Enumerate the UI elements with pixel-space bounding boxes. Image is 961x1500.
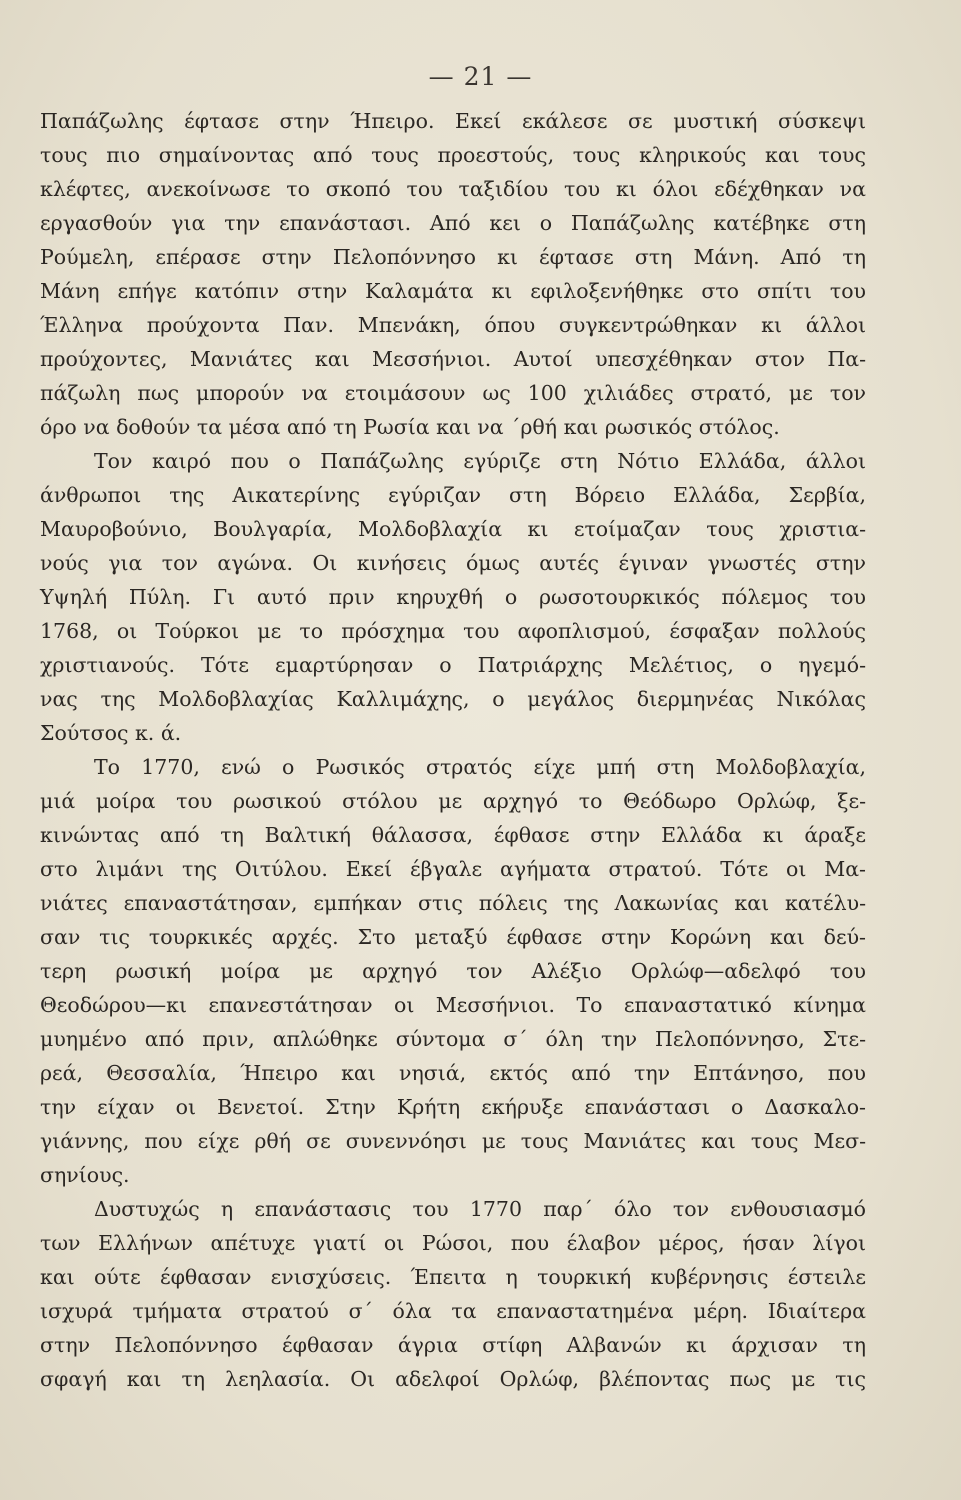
text-line: πάζωλη πως μπορούν να ετοιμάσουν ως 100 χιλιάδες στρατό, με τον xyxy=(40,381,866,405)
text-line: νας της Μολδοβλαχίας Καλλιμάχης, ο μεγάλος διερμηνέας Νικόλας xyxy=(40,687,866,711)
text-line: την είχαν οι Βενετοί. Στην Κρήτη εκήρυξε επανάστασι ο Δασκαλο- xyxy=(40,1095,866,1119)
text-line: Τον καιρό που ο Παπάζωλης εγύριζε στη Νότιο Ελλάδα, άλλοι xyxy=(94,449,866,473)
text-line: κλέφτες, ανεκοίνωσε το σκοπό του ταξιδίου του κι όλοι εδέχθηκαν να xyxy=(40,177,866,201)
text-line: ισχυρά τμήματα στρατού σ΄ όλα τα επαναστατημένα μέρη. Ιδιαίτερα xyxy=(40,1299,866,1323)
text-line: κινώντας από τη Βαλτική θάλασσα, έφθασε στην Ελλάδα κι άραξε xyxy=(40,823,866,847)
text-line: νούς για τον αγώνα. Οι κινήσεις όμως αυτές έγιναν γνωστές στην xyxy=(40,551,866,575)
text-line: Δυστυχώς η επανάστασις του 1770 παρ΄ όλο τον ενθουσιασμό xyxy=(94,1197,866,1221)
body-text xyxy=(40,104,866,1396)
text-line: Μάνη επήγε κατόπιν στην Καλαμάτα κι εφιλοξενήθηκε στο σπίτι του xyxy=(40,279,866,303)
text-line: σηνίους. xyxy=(40,1163,130,1187)
text-line: και ούτε έφθασαν ενισχύσεις. Έπειτα η τουρκική κυβέρνησις έστειλε xyxy=(40,1265,866,1289)
text-line: χριστιανούς. Τότε εμαρτύρησαν ο Πατριάρχης Μελέτιος, ο ηγεμό- xyxy=(40,653,866,677)
text-line: σφαγή και τη λεηλασία. Οι αδελφοί Ορλώφ, βλέποντας πως με τις xyxy=(40,1367,866,1391)
text-line: στο λιμάνι της Οιτύλου. Εκεί έβγαλε αγήματα στρατού. Τότε οι Μα- xyxy=(40,857,866,881)
text-line: γιάννης, που είχε ρθή σε συνεννόησι με τους Μανιάτες και τους Μεσ- xyxy=(40,1129,866,1153)
text-line: ρεά, Θεσσαλία, Ήπειρο και νησιά, εκτός από την Επτάνησο, που xyxy=(40,1061,866,1085)
text-line: όρο να δοθούν τα μέσα από τη Ρωσία και να ΄ρθή και ρωσικός στόλος. xyxy=(40,415,780,439)
text-line: 1768, οι Τούρκοι με το πρόσχημα του αφοπλισμού, έσφαξαν πολλούς xyxy=(40,619,866,643)
text-line: Παπάζωλης έφτασε στην Ήπειρο. Εκεί εκάλεσε σε μυστική σύσκεψι xyxy=(40,109,866,133)
text-line: Θεοδώρου—κι επανεστάτησαν οι Μεσσήνιοι. Το επαναστατικό κίνημα xyxy=(40,993,866,1017)
page-number: — 21 — xyxy=(428,62,533,91)
text-line: Έλληνα προύχοντα Παν. Μπενάκη, όπου συγκεντρώθηκαν κι άλλοι xyxy=(40,313,866,337)
text-line: στην Πελοπόννησο έφθασαν άγρια στίφη Αλβανών κι άρχισαν τη xyxy=(40,1333,866,1357)
text-line: εργασθούν για την επανάστασι. Από κει ο Παπάζωλης κατέβηκε στη xyxy=(40,211,866,235)
text-line: σαν τις τουρκικές αρχές. Στο μεταξύ έφθασε στην Κορώνη και δεύ- xyxy=(40,925,866,949)
text-line: Το 1770, ενώ ο Ρωσικός στρατός είχε μπή στη Μολδοβλαχία, xyxy=(94,755,866,779)
text-line: Υψηλή Πύλη. Γι αυτό πριν κηρυχθή ο ρωσοτουρκικός πόλεμος του xyxy=(40,585,866,609)
text-line: μιά μοίρα του ρωσικού στόλου με αρχηγό το Θεόδωρο Ορλώφ, ξε- xyxy=(40,789,866,813)
text-line: άνθρωποι της Αικατερίνης εγύριζαν στη Βόρειο Ελλάδα, Σερβία, xyxy=(40,483,866,507)
text-line: τους πιο σημαίνοντας από τους προεστούς, τους κληρικούς και τους xyxy=(40,143,866,167)
text-line: Μαυροβούνιο, Βουλγαρία, Μολδοβλαχία κι ετοίμαζαν τους χριστια- xyxy=(40,517,866,541)
text-line: των Ελλήνων απέτυχε γιατί οι Ρώσοι, που έλαβον μέρος, ήσαν λίγοι xyxy=(40,1231,866,1255)
text-line: μυημένο από πριν, απλώθηκε σύντομα σ΄ όλη την Πελοπόννησο, Στε- xyxy=(40,1027,866,1051)
text-line: νιάτες επαναστάτησαν, εμπήκαν στις πόλεις της Λακωνίας και κατέλυ- xyxy=(40,891,866,915)
text-line: προύχοντες, Μανιάτες και Μεσσήνιοι. Αυτοί υπεσχέθηκαν στον Πα- xyxy=(40,347,866,371)
text-line: Ρούμελη, επέρασε στην Πελοπόννησο κι έφτασε στη Μάνη. Από τη xyxy=(40,245,866,269)
text-line: Σούτσος κ. ά. xyxy=(40,721,182,745)
text-line: τερη ρωσική μοίρα με αρχηγό τον Αλέξιο Ορλώφ—αδελφό του xyxy=(40,959,866,983)
